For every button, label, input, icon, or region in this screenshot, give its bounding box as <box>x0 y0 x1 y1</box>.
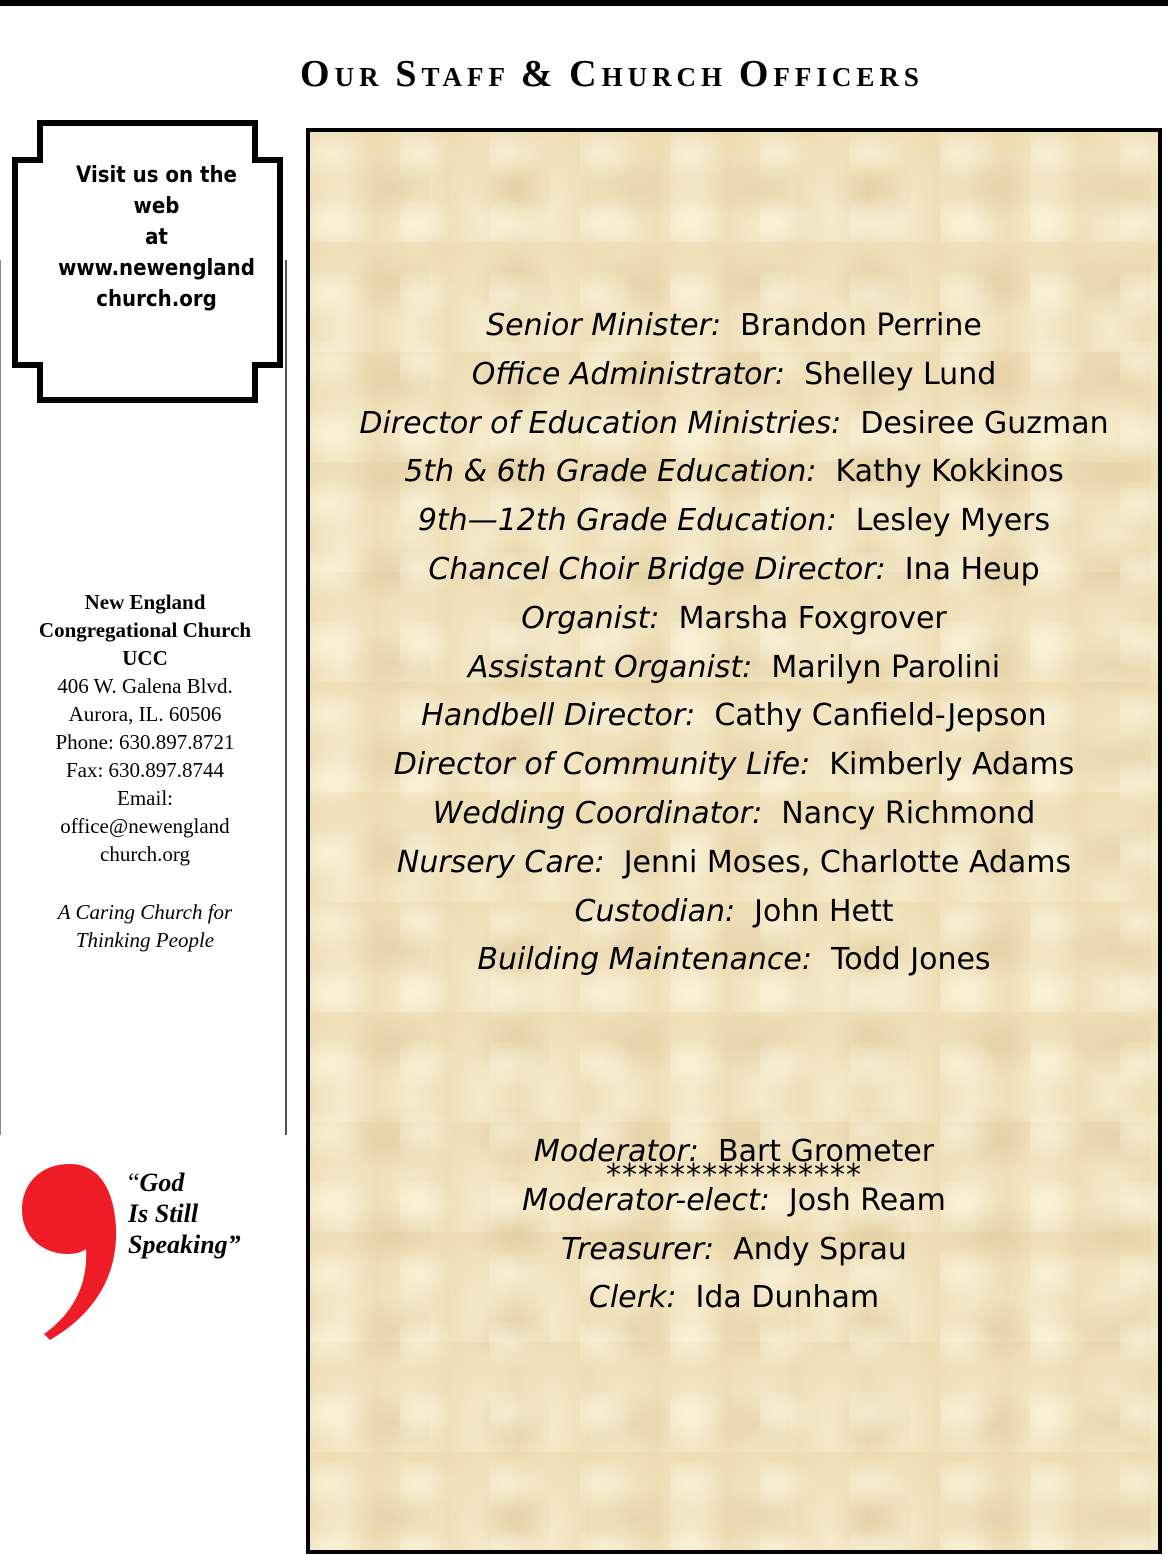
staff-role: Director of Education Ministries: <box>359 405 842 441</box>
staff-panel <box>306 128 1162 1554</box>
staff-row <box>310 302 1158 351</box>
staff-role: 9th—12th Grade Education: <box>417 503 837 539</box>
staff-role: Custodian: <box>574 893 736 929</box>
staff-name: Todd Jones <box>831 942 991 978</box>
email-address[interactable]: office@newengland <box>60 814 230 838</box>
officer-role: Moderator-elect: <box>522 1182 770 1218</box>
officer-row <box>310 1128 1158 1177</box>
page-title: OUR STAFF & CHURCH OFFICERS <box>300 53 924 95</box>
staff-row <box>310 741 1158 790</box>
staff-row <box>310 888 1158 937</box>
church-name: New England <box>84 590 206 614</box>
staff-name: Brandon Perrine <box>740 308 982 343</box>
website-url[interactable]: www.newengland <box>58 256 255 281</box>
staff-list <box>310 302 1158 985</box>
left-divider <box>0 260 1 1135</box>
staff-role: Building Maintenance: <box>477 942 812 978</box>
slogan-line: Speaking” <box>128 1230 241 1259</box>
sidebar-divider <box>285 260 287 1135</box>
web-line: web <box>133 194 180 219</box>
staff-role: Organist: <box>521 600 660 636</box>
staff-role: Handbell Director: <box>421 698 696 734</box>
officer-name: Ida Dunham <box>695 1280 880 1316</box>
staff-row <box>310 546 1158 595</box>
slogan-line: Is Still <box>128 1199 199 1228</box>
church-address <box>10 588 280 868</box>
staff-row <box>310 497 1158 546</box>
website-url[interactable]: church.org <box>96 287 217 312</box>
officer-list <box>310 1128 1158 1323</box>
officer-role: Clerk: <box>588 1280 677 1316</box>
staff-row <box>310 595 1158 644</box>
web-line: Visit us on the <box>76 163 237 188</box>
officer-row <box>310 1177 1158 1226</box>
staff-role: Senior Minister: <box>486 308 722 343</box>
staff-row <box>310 448 1158 497</box>
church-name: UCC <box>122 646 168 670</box>
staff-role: Director of Community Life: <box>393 747 811 783</box>
staff-name: Jenni Moses, Charlotte Adams <box>623 844 1072 880</box>
god-is-still-speaking <box>128 1167 241 1260</box>
officer-name: Josh Ream <box>788 1182 946 1218</box>
website-text[interactable] <box>30 160 283 315</box>
staff-name: John Hett <box>754 893 894 929</box>
staff-name: Nancy Richmond <box>781 795 1036 831</box>
staff-name: Desiree Guzman <box>860 405 1109 441</box>
web-line: at <box>145 225 168 250</box>
church-name: Congregational Church <box>38 618 252 642</box>
fax-number: Fax: 630.897.8744 <box>65 758 225 782</box>
street-address: 406 W. Galena Blvd. <box>57 674 233 698</box>
phone-number: Phone: 630.897.8721 <box>55 730 235 754</box>
staff-row <box>310 936 1158 985</box>
slogan-line: God <box>139 1168 185 1197</box>
staff-role: Chancel Choir Bridge Director: <box>428 551 886 587</box>
staff-name: Kathy Kokkinos <box>835 454 1064 490</box>
staff-name: Marsha Foxgrover <box>678 600 947 636</box>
officer-name: Bart Grometer <box>717 1134 935 1169</box>
tagline-line: Thinking People <box>75 928 215 952</box>
comma-icon <box>20 1162 120 1342</box>
email-address[interactable]: church.org <box>100 842 190 866</box>
city-address: Aurora, IL. 60506 <box>68 702 222 726</box>
staff-row <box>310 692 1158 741</box>
staff-name: Shelley Lund <box>804 356 997 392</box>
staff-row <box>310 644 1158 693</box>
top-rule <box>0 0 1168 6</box>
staff-role: Assistant Organist: <box>467 649 753 685</box>
staff-role: Office Administrator: <box>471 356 785 392</box>
website-callout <box>10 120 285 405</box>
staff-name: Ina Heup <box>904 551 1040 587</box>
staff-role: Wedding Coordinator: <box>432 795 763 831</box>
staff-row <box>310 351 1158 400</box>
staff-name: Marilyn Parolini <box>771 649 1001 685</box>
staff-name: Lesley Myers <box>855 503 1051 539</box>
separator: **************** <box>606 1158 862 1193</box>
staff-role: Nursery Care: <box>396 844 605 880</box>
staff-row <box>310 790 1158 839</box>
tagline-line: A Caring Church for <box>57 900 233 924</box>
officer-name: Andy Sprau <box>733 1231 907 1267</box>
open-quote: “ <box>128 1168 140 1197</box>
tagline <box>10 898 280 954</box>
staff-name: Cathy Canfield-Jepson <box>714 698 1047 734</box>
staff-row <box>310 839 1158 888</box>
officer-role: Treasurer: <box>561 1231 715 1267</box>
officer-row <box>310 1274 1158 1323</box>
staff-row <box>310 400 1158 449</box>
email-label: Email: <box>117 786 173 810</box>
officer-role: Moderator: <box>533 1134 699 1169</box>
staff-name: Kimberly Adams <box>829 747 1075 783</box>
officer-row <box>310 1226 1158 1275</box>
staff-role: 5th & 6th Grade Education: <box>404 454 817 490</box>
